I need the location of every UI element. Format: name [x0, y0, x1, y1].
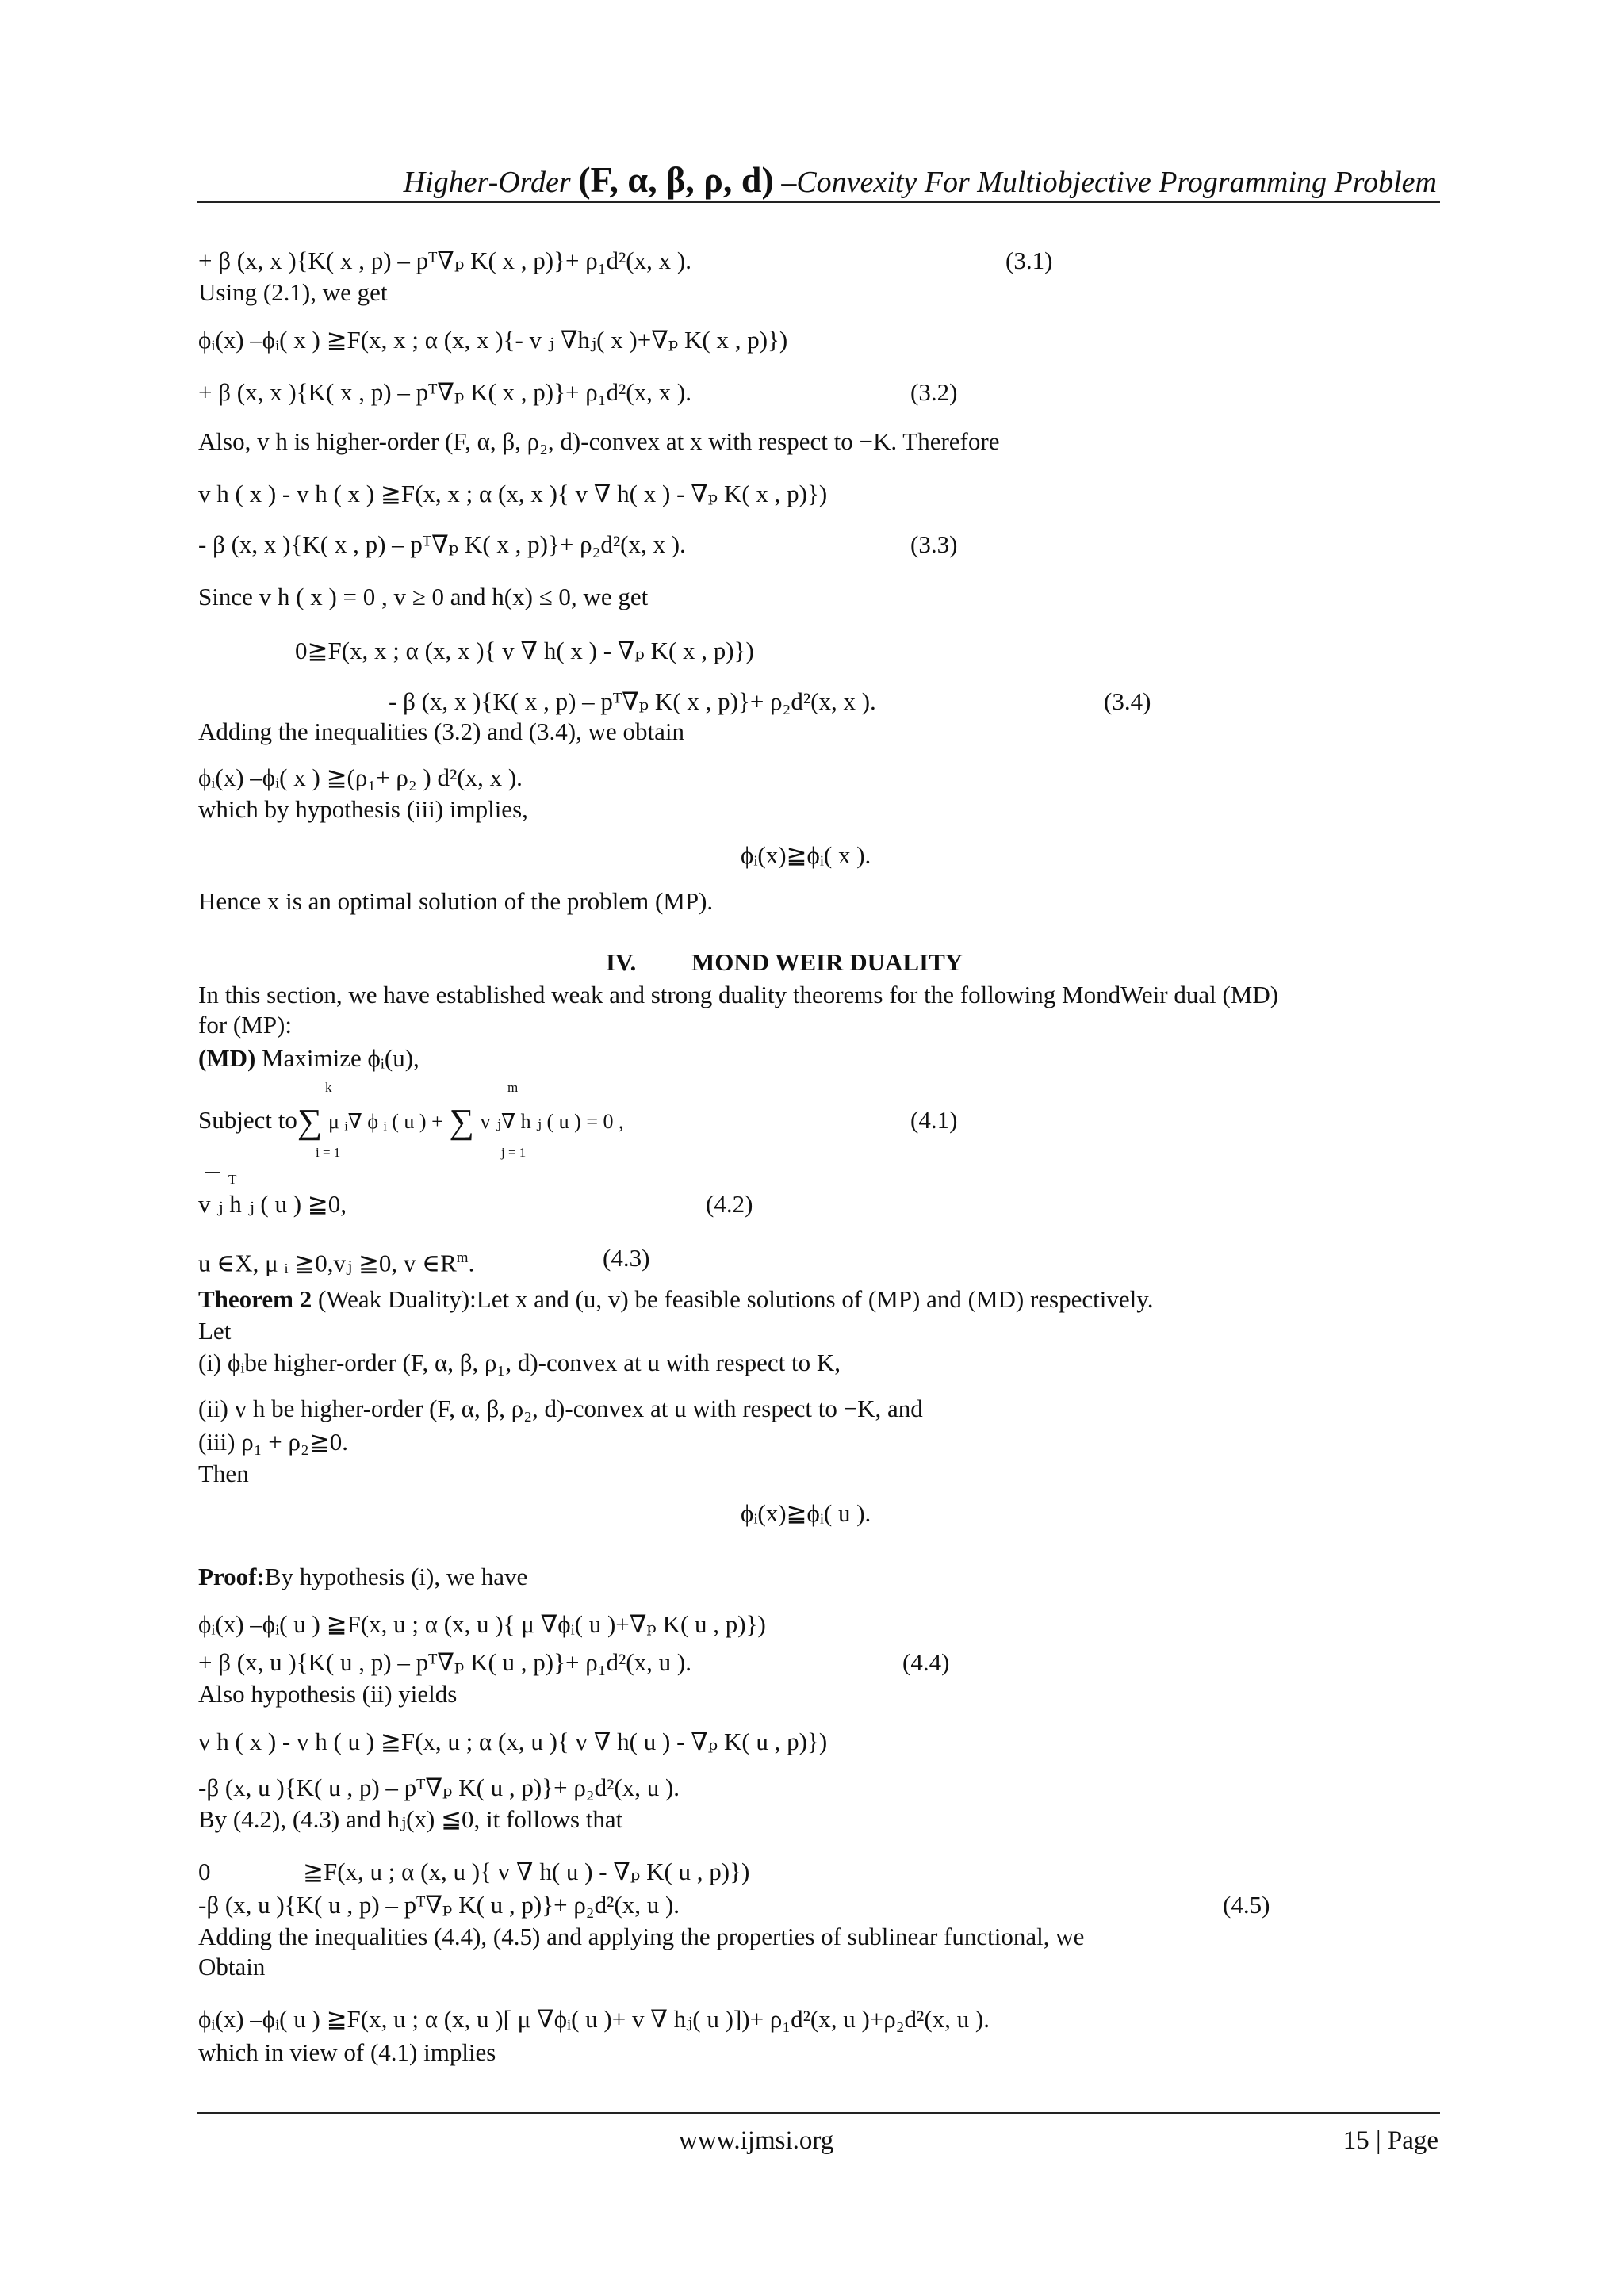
theorem-2-title: (Weak Duality):: [312, 1285, 477, 1313]
text-line: for (MP):: [198, 1011, 292, 1039]
text-line: Let: [198, 1317, 232, 1345]
section-number: IV.: [606, 948, 637, 976]
text-line: Then: [198, 1460, 249, 1487]
eq-3-3-line: - β (x, x ){K( x , p) – pᵀ∇ₚ K( x , p)}+ ρ₂d²(x, x ).: [198, 530, 686, 558]
text-line: In this section, we have established weak and strong duality theorems for the following MondWeir dual (MD): [198, 981, 1279, 1008]
sum1-upper: k: [325, 1080, 332, 1095]
text-line: which in view of (4.1) implies: [198, 2038, 496, 2066]
formula-line: ≧F(x, u ; α (x, u ){ v ∇ h( u ) - ∇ₚ K( u , p)}): [303, 1858, 750, 1885]
header-suffix: –Convexity For Multiobjective Programming Problem: [781, 166, 1437, 199]
sum2-upper: m: [508, 1080, 519, 1095]
proof-label: Proof:: [198, 1563, 265, 1590]
eq-number-3-1: (3.1): [1005, 247, 1053, 274]
sum1-lower: i = 1: [316, 1145, 341, 1160]
text-line: Hence x is an optimal solution of the problem (MP).: [198, 887, 714, 915]
formula-line: v h ( x ) - v h ( x ) ≧F(x, x ; α (x, x ){ v ∇ h( x ) - ∇ₚ K( x , p)}): [198, 480, 828, 507]
md-label: (MD): [198, 1044, 256, 1072]
text-line: Adding the inequalities (3.2) and (3.4), we obtain: [198, 718, 684, 745]
theorem-2-statement: [198, 1284, 1153, 1314]
formula-line: ϕᵢ(x) –ϕᵢ( x ) ≧(ρ₁+ ρ₂ ) d²(x, x ).: [198, 763, 523, 791]
page-number: 15 | Page: [1342, 2126, 1438, 2155]
eq-number-4-3: (4.3): [603, 1244, 650, 1272]
footer-url[interactable]: www.ijmsi.org: [679, 2126, 834, 2155]
proof-start: [198, 1562, 527, 1592]
text-line: which by hypothesis (iii) implies,: [198, 795, 528, 823]
subject-to-label: Subject to: [198, 1106, 297, 1134]
eq-3-1-line: + β (x, x ){K( x , p) – pᵀ∇ₚ K( x , p)}+ ρ₁d²(x, x ).: [198, 247, 691, 274]
constraint-4-2: v ⱼ h ⱼ ( u ) ≧0,: [198, 1190, 347, 1218]
text-line: Also, v h is higher-order (F, α, β, ρ₂, d)-convex at x with respect to −K. Therefore: [198, 427, 1000, 455]
transpose-mark: T: [228, 1172, 237, 1187]
header-params: (F, α, β, ρ, d): [578, 159, 774, 200]
sum1-symbol: ∑: [297, 1102, 323, 1141]
constraint-4-3-sup: m: [456, 1249, 469, 1266]
hypothesis-iii: (iii) ρ₁ + ρ₂≧0.: [198, 1428, 348, 1456]
eq-number-4-4: (4.4): [902, 1648, 950, 1676]
md-objective: Maximize ϕᵢ(u),: [255, 1044, 419, 1072]
text-line: Also hypothesis (ii) yields: [198, 1680, 458, 1708]
eq-number-4-1: (4.1): [910, 1106, 958, 1134]
proof-text: By hypothesis (i), we have: [264, 1563, 528, 1590]
text-line: Using (2.1), we get: [198, 278, 388, 306]
sum2-lower: j = 1: [501, 1145, 527, 1160]
theorem-conclusion: ϕᵢ(x)≧ϕᵢ( u ).: [741, 1499, 871, 1527]
theorem-2-text: Let x and (u, v) be feasible solutions of (MP) and (MD) respectively.: [476, 1285, 1154, 1313]
running-header: [404, 159, 1437, 201]
sum2-symbol: ∑: [449, 1102, 474, 1141]
eq-number-3-3: (3.3): [910, 530, 958, 558]
text-line: By (4.2), (4.3) and hⱼ(x) ≦0, it follows that: [198, 1805, 623, 1833]
eq-4-5-line: -β (x, u ){K( u , p) – pᵀ∇ₚ K( u , p)}+ ρ₂d²(x, u ).: [198, 1891, 680, 1919]
text-line: Since v h ( x ) = 0 , v ≥ 0 and h(x) ≤ 0, we get: [198, 583, 649, 610]
formula-line: ϕᵢ(x) –ϕᵢ( u ) ≧F(x, u ; α (x, u )[ μ ∇ϕᵢ( u )+ v ∇ hⱼ( u )])+ ρ₁d²(x, u )+ρ₂d²(x, u ).: [198, 2005, 990, 2033]
overbar-v: [205, 1172, 220, 1173]
footer-rule: [197, 2112, 1440, 2114]
text-line: Adding the inequalities (4.4), (4.5) and applying the properties of sublinear functional, we: [198, 1923, 1085, 1950]
formula-line: -β (x, u ){K( u , p) – pᵀ∇ₚ K( u , p)}+ ρ₂d²(x, u ).: [198, 1774, 680, 1801]
eq-3-4-line: - β (x, x ){K( x , p) – pᵀ∇ₚ K( x , p)}+ ρ₂d²(x, x ).: [389, 687, 876, 715]
formula-line: v h ( x ) - v h ( u ) ≧F(x, u ; α (x, u ){ v ∇ h( u ) - ∇ₚ K( u , p)}): [198, 1728, 828, 1755]
formula-line: ϕᵢ(x) –ϕᵢ( x ) ≧F(x, x ; α (x, x ){- v ⱼ ∇hⱼ( x )+∇ₚ K( x , p)}): [198, 326, 788, 354]
eq-number-3-4: (3.4): [1104, 687, 1151, 715]
text-line: Obtain: [198, 1953, 266, 1980]
eq-3-2-line: + β (x, x ){K( x , p) – pᵀ∇ₚ K( x , p)}+ ρ₁d²(x, x ).: [198, 378, 691, 406]
formula-line: ϕᵢ(x)≧ϕᵢ( x ).: [741, 841, 871, 869]
eq-number-4-2: (4.2): [706, 1190, 753, 1218]
text-line: [198, 1043, 419, 1073]
constraint-4-3-text: u ∈X, μ ᵢ ≧0,vⱼ ≧0, v ∈R: [198, 1249, 457, 1277]
constraint-4-3: [198, 1243, 474, 1278]
formula-line: 0≧F(x, x ; α (x, x ){ v ∇ h( x ) - ∇ₚ K( x , p)}): [295, 637, 754, 664]
eq-4-4-line: + β (x, u ){K( u , p) – pᵀ∇ₚ K( u , p)}+ ρ₁d²(x, u ).: [198, 1648, 691, 1676]
eq-number-4-5: (4.5): [1223, 1891, 1270, 1919]
sum2-body: v ⱼ∇ h ⱼ ( u ) = 0 ,: [480, 1110, 624, 1133]
eq-number-3-2: (3.2): [910, 378, 958, 406]
header-prefix: Higher-Order: [403, 166, 571, 199]
sum1-body: μ ᵢ∇ ϕ ᵢ ( u ) +: [327, 1110, 443, 1133]
constraint-4-3-end: .: [468, 1249, 475, 1277]
formula-line: ϕᵢ(x) –ϕᵢ( u ) ≧F(x, u ; α (x, u ){ μ ∇ϕᵢ( u )+∇ₚ K( u , p)}): [198, 1610, 766, 1638]
eq-4-5-lhs: 0: [198, 1858, 211, 1885]
theorem-2-label: Theorem 2: [198, 1285, 312, 1313]
constraint-4-1: [198, 1102, 624, 1141]
header-rule: [197, 201, 1440, 203]
hypothesis-i: (i) ϕᵢbe higher-order (F, α, β, ρ₁, d)-convex at u with respect to K,: [198, 1349, 841, 1376]
hypothesis-ii: (ii) v h be higher-order (F, α, β, ρ₂, d)-convex at u with respect to −K, and: [198, 1395, 923, 1422]
section-title: MOND WEIR DUALITY: [691, 948, 963, 976]
